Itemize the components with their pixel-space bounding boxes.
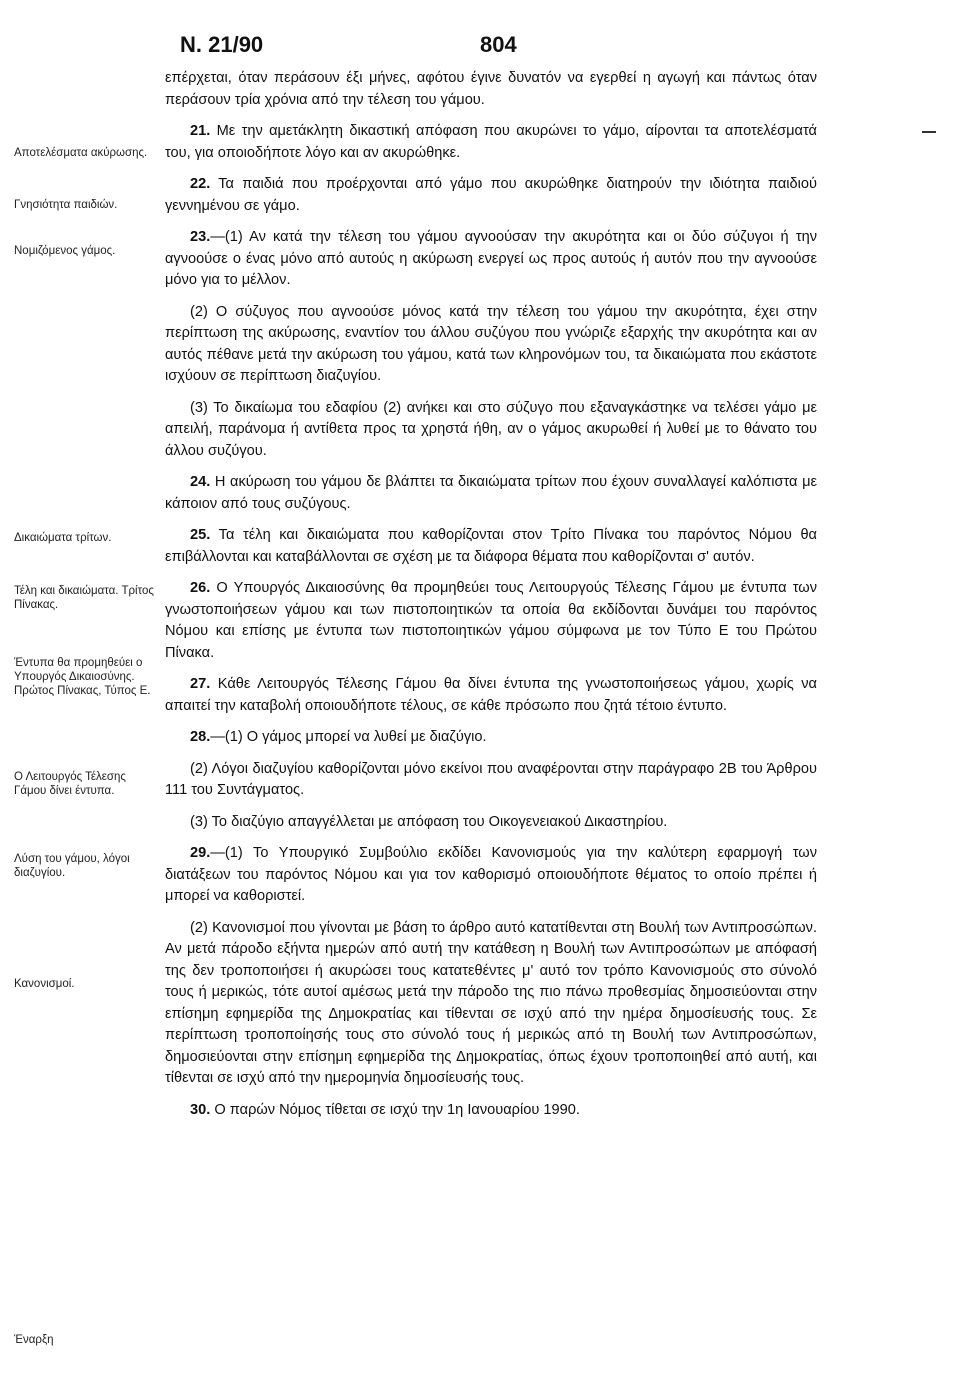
article-26	[165, 578, 817, 664]
margin-dash-mark	[922, 131, 936, 133]
article-21	[165, 121, 817, 164]
article-number: 26.	[190, 580, 211, 596]
article-number: 30.	[190, 1101, 211, 1118]
paragraph-text: —(1) Αν κατά την τέλεση του γάμου αγνοούσαν την ακυρότητα και οι δύο σύζυγοι ή την αγνοούσε ο ένας μόνο από αυτούς η ακύρωση ενεργεί ως προς αυτούς ή αυτόν που την αγνοούσε μόνο για το μέλλον.	[165, 229, 817, 288]
article-24	[165, 472, 817, 515]
margin-note-gnisiotita: Γνησιότητα παιδιών.	[14, 199, 118, 211]
article-22	[165, 174, 817, 217]
document-body	[165, 68, 817, 1121]
page-header	[180, 32, 820, 66]
paragraph-text: Ο παρών Νόμος τίθεται σε ισχύ την 1η Ιανουαρίου 1990.	[214, 1101, 580, 1118]
margin-note-nomizomenos: Νομιζόμενος γάμος.	[14, 245, 116, 257]
law-number: Ν. 21/90	[180, 32, 264, 57]
article-number: 24.	[190, 474, 211, 490]
article-30	[165, 1100, 817, 1122]
article-number: 23.	[190, 229, 211, 245]
paragraph-text: —(1) Ο γάμος μπορεί να λυθεί με διαζύγιο.	[210, 729, 487, 745]
paragraph-text: (2) Κανονισμοί που γίνονται με βάση το άρθρο αυτό κατατίθενται στη Βουλή των Αντιπροσώπων. Αν μετά πάροδο εξήντα ημερών από αυτή την κατάθεση η Βουλή των Αντιπροσώπων με απόφασή της δεν τροποποιήσει ή ακυρώσει τους κατατεθέντες μ' αυτό τον τρόπο Κανονισμούς στο σύνολό τους ή μερικώς, τότε αυτοί αμέσως μετά την πάροδο της πιο πάνω προθεσμίας δημοσιεύονται στην επίσημη εφημερίδα της Δημοκρατίας και τίθενται σε ισχύ από την ημέρα δημοσίευσής τους. Σε περίπτωση τροποποίησής τους στο σύνολό τους ή μερικώς από τη Βουλή των Αντιπροσώπων, δημοσιεύονται στην επίσημη εφημερίδα της Δημοκρατίας, όπως έχουν τροποποιηθεί από αυτή, και τίθενται σε ισχύ από την ημερομηνία δημοσίευσής τους.	[165, 919, 817, 1086]
article-28-2	[165, 759, 817, 802]
paragraph-text: Με την αμετάκλητη δικαστική απόφαση που ακυρώνει το γάμο, αίρονται τα αποτελέσματά του, για οποιοδήποτε λόγο και αν ακυρώθηκε.	[165, 123, 817, 161]
margin-note-teli: Τέλη και δικαιώματα. Τρίτος Πίνακας.	[14, 585, 154, 611]
margin-note-apotelesmata: Αποτελέσματα ακύρωσης.	[14, 147, 148, 159]
article-number: 27.	[190, 676, 211, 692]
paragraph-text: Κάθε Λειτουργός Τέλεσης Γάμου θα δίνει έντυπα της γνωστοποιήσεως γάμου, χωρίς να απαιτεί την καταβολή οποιουδήποτε τέλους, σε κάθε πρόσωπο που ζητά τέτοιο έντυπο.	[165, 676, 817, 714]
margin-note-entypa: Έντυπα θα προμηθεύει ο Υπουργός Δικαιοσύνης. Πρώτος Πίνακας, Τύπος Ε.	[14, 657, 151, 697]
margin-note-dikaiomata: Δικαιώματα τρίτων.	[14, 532, 112, 544]
article-27	[165, 674, 817, 717]
article-23-3	[165, 398, 817, 463]
page-number: 804	[480, 32, 517, 57]
article-23-1	[165, 227, 817, 292]
article-number: 25.	[190, 527, 211, 543]
article-29-1	[165, 843, 817, 908]
paragraph-text: Ο Υπουργός Δικαιοσύνης θα προμηθεύει τους Λειτουργούς Τέλεσης Γάμου με έντυπα των γνωστοποιήσεων γάμου και των πιστοποιητικών τα οποία θα εκδίδονται δυνάμει του παρόντος Νόμου και επίσης με έντυπα των πιστοποιητικών γάμου σύμφωνα με τον Τύπο Ε του Πρώτου Πίνακα.	[165, 580, 817, 661]
paragraph-text: επέρχεται, όταν περάσουν έξι μήνες, αφότου έγινε δυνατόν να εγερθεί η αγωγή και πάντως όταν περάσουν τρία χρόνια από την τέλεση του γάμου.	[165, 70, 817, 108]
article-28-1	[165, 727, 817, 749]
paragraph-text: Τα παιδιά που προέρχονται από γάμο που ακυρώθηκε διατηρούν την ιδιότητα παιδιού γεννημένου σε γάμο.	[165, 176, 818, 214]
margin-note-leitourgos: Ο Λειτουργός Τέλεσης Γάμου δίνει έντυπα.	[14, 771, 126, 797]
article-29-2	[165, 918, 817, 1090]
article-28-3	[165, 812, 817, 834]
margin-note-lysi: Λύση του γάμου, λόγοι διαζυγίου.	[14, 853, 130, 879]
paragraph-text: —(1) Το Υπουργικό Συμβούλιο εκδίδει Κανονισμούς για την καλύτερη εφαρμογή των διατάξεων του παρόντος Νόμου και για τον καθορισμό οποιουδήποτε θέματος το οποίο πρέπει ή μπορεί να καθοριστεί.	[165, 845, 817, 904]
article-23-2	[165, 302, 817, 388]
margin-note-enarxi: Έναρξη	[14, 1334, 54, 1346]
margin-note-kanonismoi: Κανονισμοί.	[14, 978, 75, 990]
paragraph-continuation	[165, 68, 817, 111]
article-number: 28.	[190, 729, 211, 745]
paragraph-text: Η ακύρωση του γάμου δε βλάπτει τα δικαιώματα τρίτων που έχουν συναλλαγεί καλόπιστα με κάποιον από τους συζύγους.	[165, 474, 817, 512]
paragraph-text: (2) Λόγοι διαζυγίου καθορίζονται μόνο εκείνοι που αναφέρονται στην παράγραφο 2Β του Άρθρου 111 του Συντάγματος.	[165, 760, 817, 798]
article-25	[165, 525, 817, 568]
article-number: 21.	[190, 123, 211, 139]
paragraph-text: Τα τέλη και δικαιώματα που καθορίζονται στον Τρίτο Πίνακα του παρόντος Νόμου θα επιβάλλονται και καταβάλλονται σε σχέση με τα διάφορα θέματα που καθορίζονται σ' αυτόν.	[165, 527, 817, 565]
paragraph-text: (3) Το δικαίωμα του εδαφίου (2) ανήκει και στο σύζυγο που εξαναγκάστηκε να τελέσει γάμο με απειλή, παράνομα ή αντίθετα προς τα χρηστά ήθη, αν ο γάμος ακυρωθεί ή λυθεί με το θάνατο του άλλου συζύγου.	[165, 399, 817, 459]
article-number: 29.	[190, 845, 211, 861]
paragraph-text: (2) Ο σύζυγος που αγνοούσε μόνος κατά την τέλεση του γάμου την ακυρότητα, έχει στην περίπτωση της ακύρωσης, εναντίον του άλλου συζύγου που γνώριζε εξαρχής την ακυρότητα και αν αυτός πέθανε μετά την ακύρωση του γάμου, κατά των κληρονόμων του, τα δικαιώματα που εκάστοτε ισχύουν σε περίπτωση διαζυγίου.	[165, 303, 817, 384]
article-number: 22.	[190, 176, 211, 192]
paragraph-text: (3) Το διαζύγιο απαγγέλλεται με απόφαση του Οικογενειακού Δικαστηρίου.	[190, 813, 668, 830]
